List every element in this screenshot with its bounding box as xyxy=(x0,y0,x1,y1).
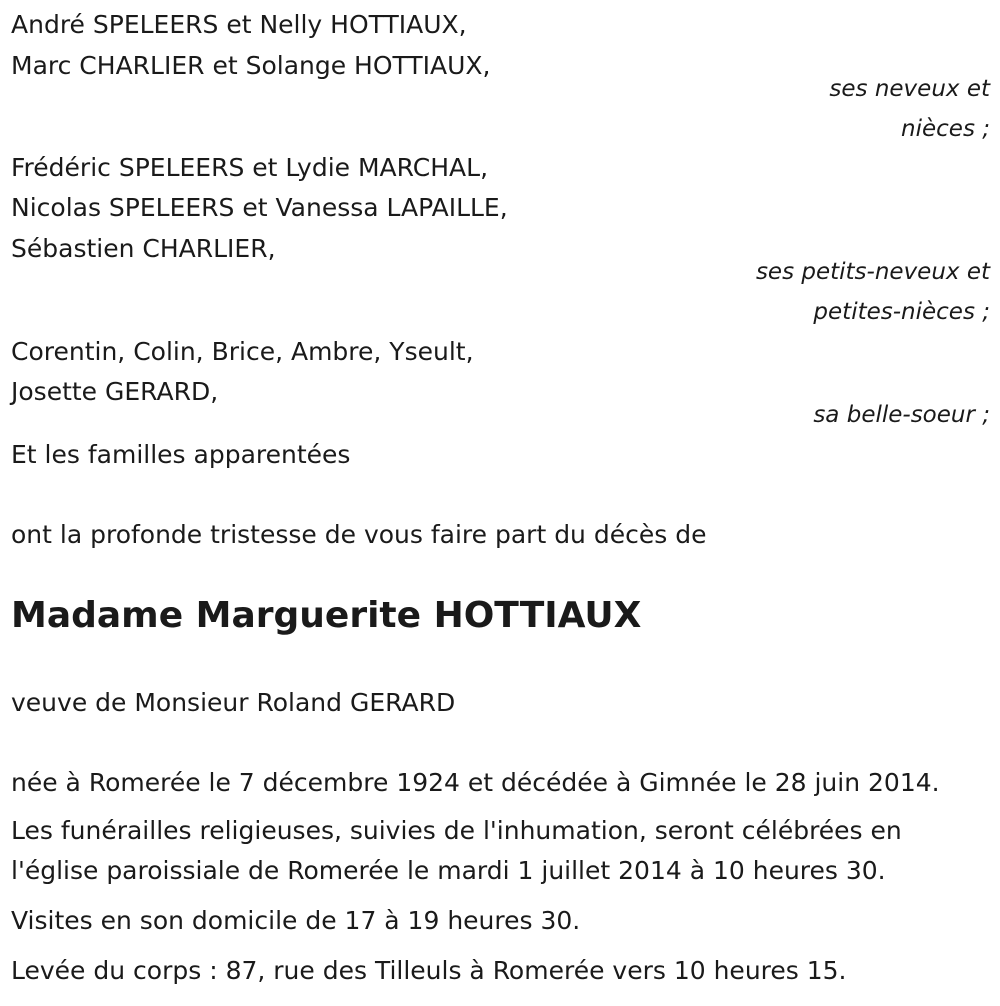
departure-text: Levée du corps : 87, rue des Tilleuls à Romerée vers 10 heures 15. xyxy=(11,956,847,985)
deceased-name: Madame Marguerite HOTTIAUX xyxy=(11,595,642,636)
family-line: Nicolas SPELEERS et Vanessa LAPAILLE, xyxy=(11,193,508,222)
family-line: Josette GERARD, xyxy=(11,377,219,406)
relation-label: nièces ; xyxy=(901,116,990,142)
funeral-text: l'église paroissiale de Romerée le mardi 1 juillet 2014 à 10 heures 30. xyxy=(11,856,886,885)
announcement-text: ont la profonde tristesse de vous faire part du décès de xyxy=(11,520,707,549)
family-line: Corentin, Colin, Brice, Ambre, Yseult, xyxy=(11,337,474,366)
birth-death-text: née à Romerée le 7 décembre 1924 et décédée à Gimnée le 28 juin 2014. xyxy=(11,768,940,797)
relation-label: ses neveux et xyxy=(829,76,990,102)
relation-label: petites-nièces ; xyxy=(813,299,990,325)
family-line: Marc CHARLIER et Solange HOTTIAUX, xyxy=(11,51,491,80)
families-line: Et les familles apparentées xyxy=(11,440,351,469)
relation-label: sa belle-soeur ; xyxy=(813,402,990,428)
widow-of-text: veuve de Monsieur Roland GERARD xyxy=(11,688,456,717)
visits-text: Visites en son domicile de 17 à 19 heures 30. xyxy=(11,906,581,935)
family-line: André SPELEERS et Nelly HOTTIAUX, xyxy=(11,10,467,39)
family-line: Frédéric SPELEERS et Lydie MARCHAL, xyxy=(11,153,489,182)
funeral-text: Les funérailles religieuses, suivies de l'inhumation, seront célébrées en xyxy=(11,816,902,845)
family-line: Sébastien CHARLIER, xyxy=(11,234,276,263)
relation-label: ses petits-neveux et xyxy=(755,259,990,285)
